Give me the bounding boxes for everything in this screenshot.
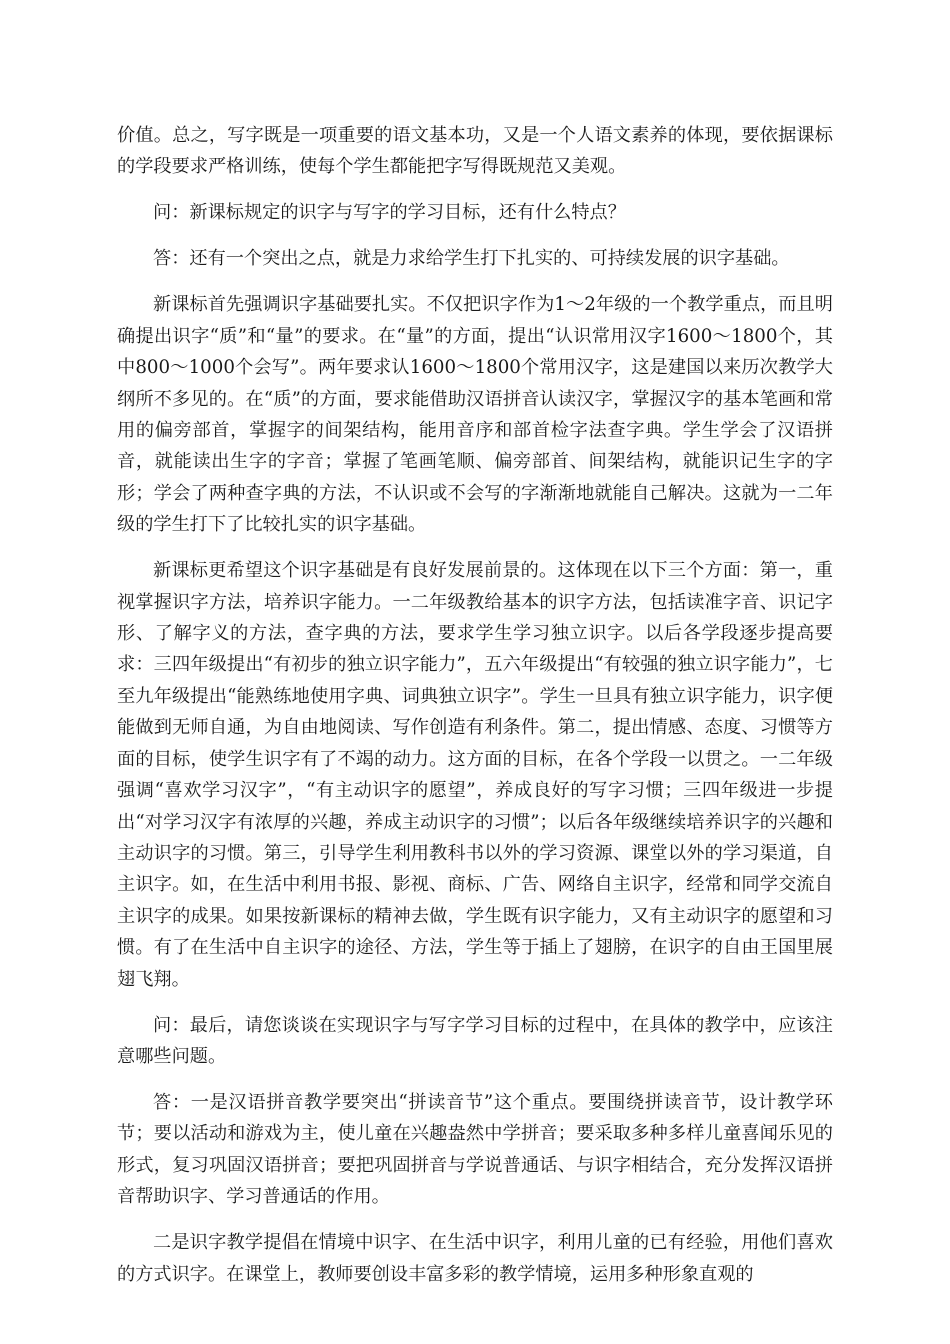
paragraph-body: 新课标首先强调识字基础要扎实。不仅把识字作为1～2年级的一个教学重点，而且明确提出识字“质”和“量”的要求。在“量”的方面，提出“认识常用汉字1600～1800个，其中800～1000个会写”。两年要求认1600～1800个常用汉字，这是建国以来历次教学大纲所不多见的。在“质”的方面，要求能借助汉语拼音认读汉字，掌握汉字的基本笔画和常用的偏旁部首，掌握字的间架结构，能用音序和部首检字法查字典。学生学会了汉语拼音，就能读出生字的字音；掌握了笔画笔顺、偏旁部首、间架结构，就能识记生字的字形；学会了两种查字典的方法，不认识或不会写的字渐渐地就能自己解决。这就为一二年级的学生打下了比较扎实的识字基础。: [117, 294, 833, 536]
paragraph-body: 二是识字教学提倡在情境中识字、在生活中识字，利用儿童的已有经验，用他们喜欢的方式识字。在课堂上，教师要创设丰富多彩的教学情境，运用多种形象直观的: [117, 1232, 833, 1285]
paragraph-body: 新课标更希望这个识字基础是有良好发展前景的。这体现在以下三个方面：第一，重视掌握识字方法，培养识字能力。一二年级教给基本的识字方法，包括读准字音、识记字形、了解字义的方法，查字典的方法，要求学生学习独立识字。以后各学段逐步提高要求：三四年级提出“有初步的独立识字能力”，五六年级提出“有较强的独立识字能力”，七至九年级提出“能熟练地使用字典、词典独立识字”。学生一旦具有独立识字能力，识字便能做到无师自通，为自由地阅读、写作创造有利条件。第二，提出情感、态度、习惯等方面的目标，使学生识字有了不竭的动力。这方面的目标，在各个学段一以贯之。一二年级强调“喜欢学习汉字”，“有主动识字的愿望”，养成良好的写字习惯；三四年级进一步提出“对学习汉字有浓厚的兴趣，养成主动识字的习惯”；以后各年级继续培养识字的兴趣和主动识字的习惯。第三，引导学生利用教科书以外的学习资源、课堂以外的学习渠道，自主识字。如，在生活中利用书报、影视、商标、广告、网络自主识字，经常和同学交流自主识字的成果。如果按新课标的精神去做，学生既有识字能力，又有主动识字的愿望和习惯。有了在生活中自主识字的途径、方法，学生等于插上了翅膀，在识字的自由王国里展翅飞翔。: [117, 560, 833, 990]
paragraph-continuation: 价值。总之，写字既是一项重要的语文基本功，又是一个人语文素养的体现，要依据课标的学段要求严格训练，使每个学生都能把字写得既规范又美观。: [117, 125, 833, 178]
paragraph-question: 问：最后，请您谈谈在实现识字与写字学习目标的过程中，在具体的教学中，应该注意哪些问题。: [117, 1014, 833, 1067]
document-body: [117, 120, 833, 1305]
paragraph-answer: 答：一是汉语拼音教学要突出“拼读音节”这个重点。要围绕拼读音节，设计教学环节；要以活动和游戏为主，使儿童在兴趣盎然中学拼音；要采取多种多样儿童喜闻乐见的形式，复习巩固汉语拼音；要把巩固拼音与学说普通话、与识字相结合，充分发挥汉语拼音帮助识字、学习普通话的作用。: [117, 1091, 833, 1208]
paragraph-question: 问：新课标规定的识字与写字的学习目标，还有什么特点？: [153, 202, 626, 224]
paragraph-answer: 答：还有一个突出之点，就是力求给学生打下扎实的、可持续发展的识字基础。: [153, 248, 790, 270]
